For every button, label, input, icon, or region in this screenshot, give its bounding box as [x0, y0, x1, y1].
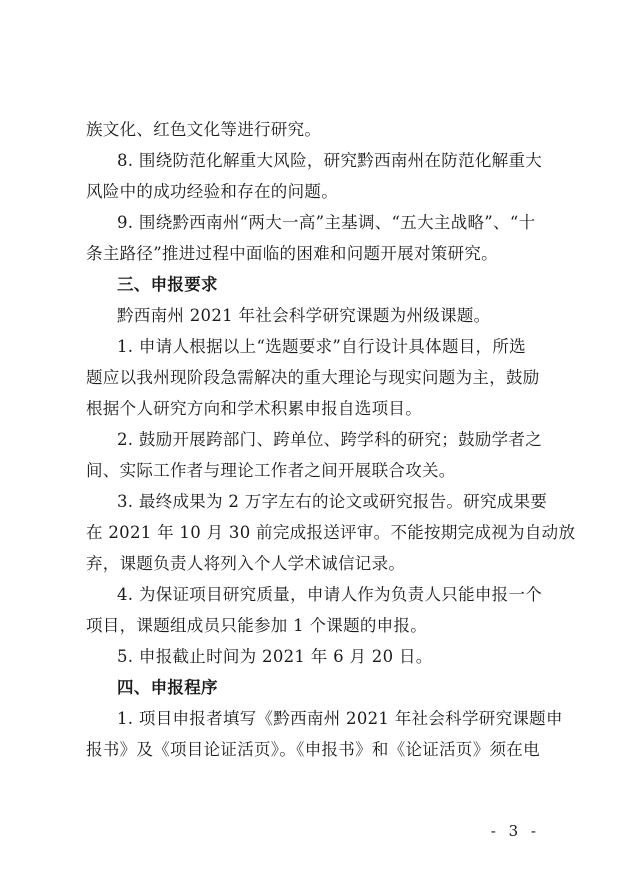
text-line: 题应以我州现阶段急需解决的重大理论与现实问题为主，鼓励: [86, 368, 540, 387]
text-line: 根据个人研究方向和学术积累申报自选项目。: [86, 399, 422, 418]
text-line: 黔西南州 2021 年社会科学研究课题为州级课题。: [117, 306, 491, 325]
text-line: 1. 项目申报者填写《黔西南州 2021 年社会科学研究课题申: [117, 709, 563, 728]
page-number: - 3 -: [490, 822, 540, 840]
text-line: 5. 申报截止时间为 2021 年 6 月 20 日。: [117, 647, 433, 666]
text-line: 族文化、红色文化等进行研究。: [86, 120, 322, 139]
text-line: 4. 为保证项目研究质量，申请人作为负责人只能申报一个: [117, 585, 543, 604]
text-line: 弃，课题负责人将列入个人学术诚信记录。: [86, 554, 406, 573]
text-line: 8. 围绕防范化解重大风险，研究黔西南州在防范化解重大: [117, 151, 543, 170]
text-line: 3. 最终成果为 2 万字左右的论文或研究报告。研究成果要: [117, 492, 548, 511]
text-line: 间、实际工作者与理论工作者之间开展联合攻关。: [86, 461, 456, 480]
text-line: 报书》及《项目论证活页》。《申报书》和《论证活页》须在电: [86, 740, 540, 759]
text-line: 风险中的成功经验和存在的问题。: [86, 182, 338, 201]
text-line: 条主路径”推进过程中面临的困难和问题开展对策研究。: [86, 244, 498, 263]
section-heading: 四、申报程序: [117, 678, 218, 697]
text-line: 9. 围绕黔西南州“两大一高”主基调、“五大主战略”、“十: [117, 213, 536, 232]
body-text: [86, 114, 576, 765]
text-line: 项目，课题组成员只能参加 1 个课题的申报。: [86, 616, 428, 635]
text-line: 1. 申请人根据以上“选题要求”自行设计具体题目，所选: [117, 337, 526, 356]
section-heading: 三、申报要求: [117, 275, 218, 294]
text-line: 在 2021 年 10 月 30 前完成报送评审。不能按期完成视为自动放: [86, 523, 576, 542]
text-line: 2. 鼓励开展跨部门、跨单位、跨学科的研究；鼓励学者之: [117, 430, 543, 449]
